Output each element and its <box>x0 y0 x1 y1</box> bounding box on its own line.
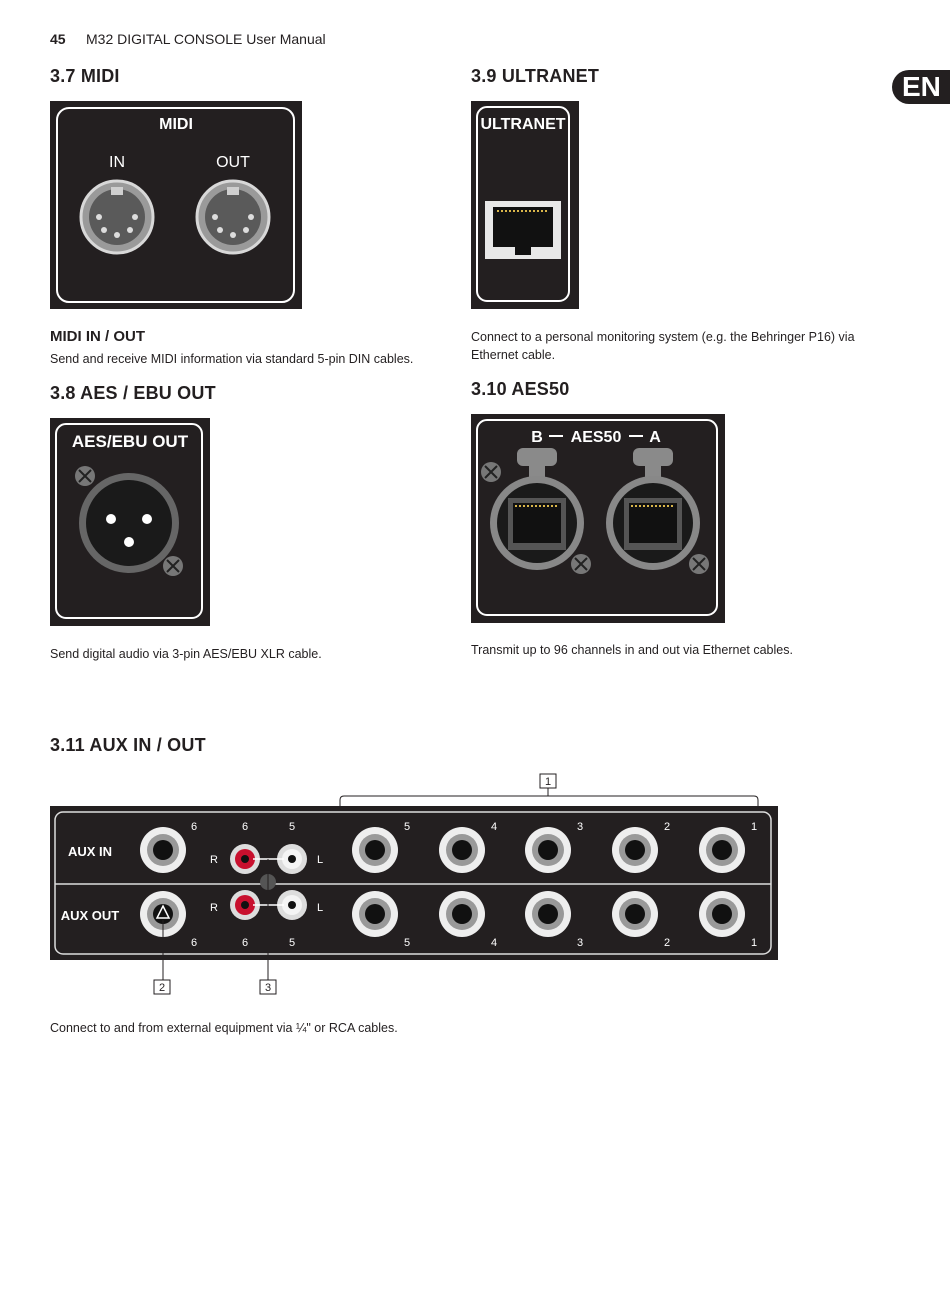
aux-out-jack6-number: 6 <box>190 937 198 949</box>
midi-subheading: MIDI IN / OUT <box>50 328 145 345</box>
aes50-title-b: B <box>531 429 543 446</box>
aes-ebu-panel-title: AES/EBU OUT <box>71 432 189 451</box>
rca-l-label-top: L <box>316 854 324 866</box>
aux-description: Connect to and from external equipment via ¼" or RCA cables. <box>50 1021 398 1035</box>
midi-out-connector-icon <box>197 181 269 253</box>
rca-l-label-bottom: L <box>316 902 324 914</box>
aux-in-jack-5-icon <box>352 827 398 873</box>
ultranet-panel-title: ULTRANET <box>480 116 566 133</box>
aux-in-jack-1-icon <box>699 827 745 873</box>
aux-in-jack-4-icon <box>439 827 485 873</box>
aux-in-jack-3-icon <box>525 827 571 873</box>
aes50-title-mid: AES50 <box>570 429 622 446</box>
aes50-title-a: A <box>649 429 661 446</box>
midi-out-label: OUT <box>216 154 250 171</box>
aes50-panel-image <box>471 414 725 623</box>
aux-out-jack-3-icon <box>525 891 571 937</box>
aes50-description: Transmit up to 96 channels in and out via Ethernet cables. <box>471 643 793 657</box>
aes-ebu-description: Send digital audio via 3-pin AES/EBU XLR cable. <box>50 647 322 661</box>
aux-in-jack-6-icon <box>140 827 186 873</box>
midi-panel-title: MIDI <box>159 116 193 133</box>
aux-in-jack-2-icon <box>612 827 658 873</box>
aux-out-jack-5-icon <box>352 891 398 937</box>
manual-title: M32 DIGITAL CONSOLE User Manual <box>86 31 326 47</box>
rca-r-number-top: 6 <box>241 821 249 833</box>
language-tab: EN <box>892 70 950 104</box>
callout-3: 3 <box>264 982 272 994</box>
ultranet-panel-image <box>471 101 579 309</box>
aux-out-jack-number: 4 <box>490 937 498 949</box>
aux-in-label: AUX IN <box>67 844 113 859</box>
midi-heading: 3.7 MIDI <box>50 66 120 86</box>
midi-description: Send and receive MIDI information via standard 5-pin DIN cables. <box>50 352 414 366</box>
midi-in-connector-icon <box>81 181 153 253</box>
rca-l-number-bottom: 5 <box>288 937 296 949</box>
callout-2: 2 <box>158 982 166 994</box>
aes50-heading: 3.10 AES50 <box>471 379 570 399</box>
ethernet-port-icon <box>485 201 561 259</box>
ultranet-description-line2: Ethernet cable. <box>471 348 556 362</box>
aux-in-jack-number: 5 <box>403 821 411 833</box>
callout-1: 1 <box>544 776 552 788</box>
aux-out-jack-number: 1 <box>750 937 758 949</box>
aux-out-jack-number: 3 <box>576 937 584 949</box>
aux-panel-figure <box>50 770 780 1000</box>
rca-l-number-top: 5 <box>288 821 296 833</box>
midi-panel-image <box>50 101 302 309</box>
ultranet-description-line1: Connect to a personal monitoring system (e.g. the Behringer P16) via <box>471 330 855 344</box>
aux-out-jack-number: 5 <box>403 937 411 949</box>
aux-heading: 3.11 AUX IN / OUT <box>50 735 206 755</box>
aux-out-jack-number: 2 <box>663 937 671 949</box>
aux-in-jack-number: 4 <box>490 821 498 833</box>
aux-out-label: AUX OUT <box>60 908 120 923</box>
aux-in-jack-number: 1 <box>750 821 758 833</box>
aux-out-jack-2-icon <box>612 891 658 937</box>
rca-r-number-bottom: 6 <box>241 937 249 949</box>
aux-out-jack-4-icon <box>439 891 485 937</box>
aes-ebu-heading: 3.8 AES / EBU OUT <box>50 383 216 403</box>
aux-in-jack-number: 3 <box>576 821 584 833</box>
aux-in-jack6-number: 6 <box>190 821 198 833</box>
page-number: 45 <box>50 31 66 47</box>
midi-in-label: IN <box>109 154 125 171</box>
aux-in-jack-number: 2 <box>663 821 671 833</box>
ultranet-heading: 3.9 ULTRANET <box>471 66 600 86</box>
aes-ebu-panel-image <box>50 418 210 626</box>
rca-r-label-top: R <box>210 854 218 866</box>
aux-out-jack-1-icon <box>699 891 745 937</box>
rca-r-label-bottom: R <box>210 902 218 914</box>
